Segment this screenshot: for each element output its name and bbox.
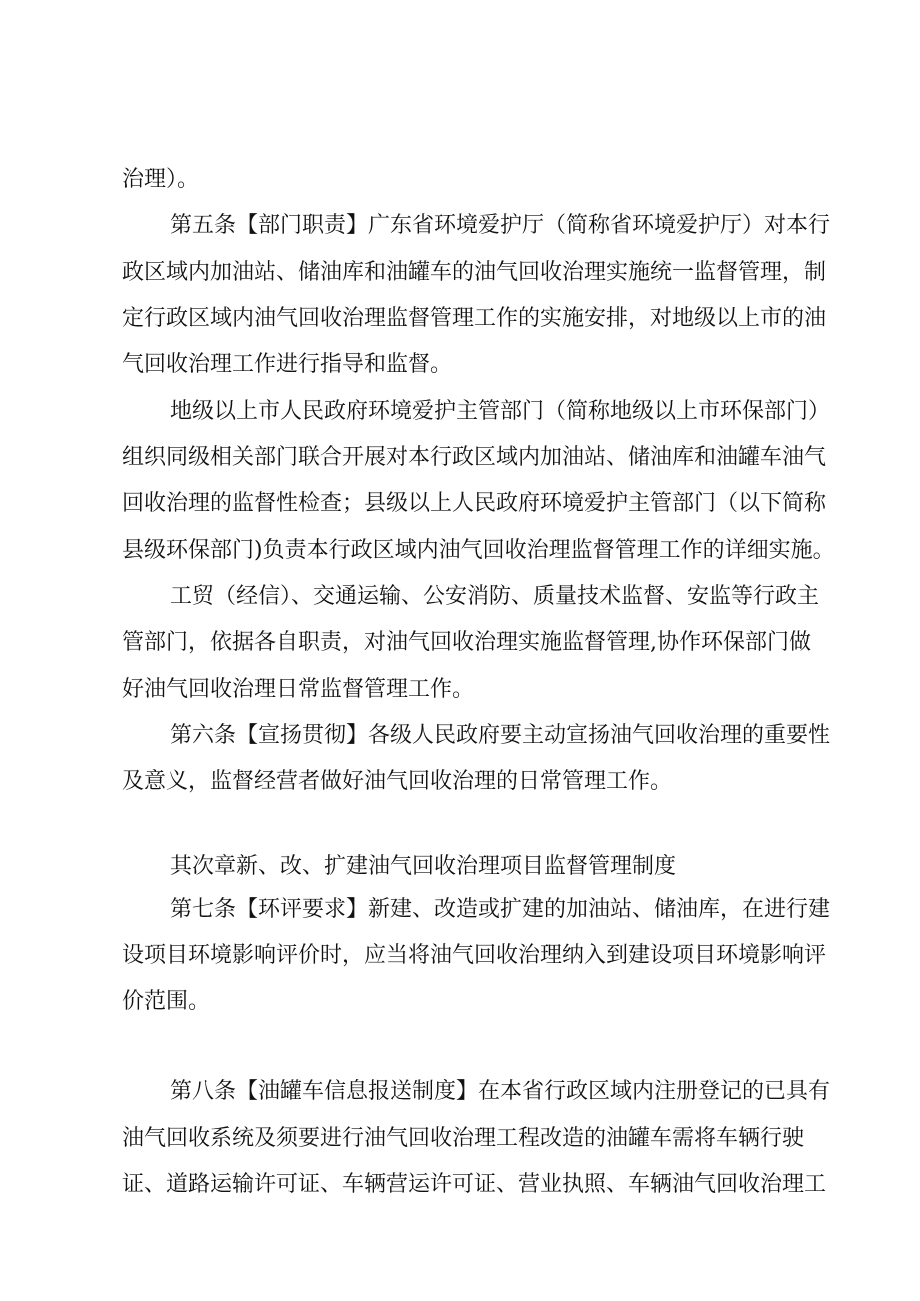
text-line: 工贸（经信）、交通运输、公安消防、质量技术监督、安监等行政主: [170, 584, 820, 609]
text-line: 定行政区域内油气回收治理监督管理工作的实施安排，对地级以上市的油: [122, 306, 827, 331]
text-line: 及意义，监督经营者做好油气回收治理的日常管理工作。: [122, 769, 673, 794]
text-line: 第七条【环评要求】新建、改造或扩建的加油站、储油库，在进行建: [170, 897, 831, 922]
text-line: 气回收治理工作进行指导和监督。: [122, 352, 453, 377]
text-line: 第五条【部门职责】广东省环境爱护厅（简称省环境爱护厅）对本行: [170, 213, 831, 238]
text-line: 管部门，依据各自职责，对油气回收治理实施监督管理,协作环保部门做: [122, 630, 811, 655]
text-line: 县级环保部门)负责本行政区域内油气回收治理监督管理工作的详细实施。: [122, 538, 835, 563]
text-line: 地级以上市人民政府环境爱护主管部门（简称地级以上市环保部门）: [170, 399, 831, 424]
text-line: 证、道路运输许可证、车辆营运许可证、营业执照、车辆油气回收治理工: [122, 1172, 827, 1197]
text-line: 组织同级相关部门联合开展对本行政区域内加油站、储油库和油罐车油气: [122, 445, 827, 470]
text-line: 设项目环境影响评价时，应当将油气回收治理纳入到建设项目环境影响评: [122, 943, 827, 968]
text-line: 油气回收系统及须要进行油气回收治理工程改造的油罐车需将车辆行驶: [122, 1126, 805, 1151]
text-line: 价范围。: [122, 989, 211, 1014]
text-line: 第八条【油罐车信息报送制度】在本省行政区域内注册登记的已具有: [170, 1079, 831, 1104]
chapter-heading: 其次章新、改、扩建油气回收治理项目监督管理制度: [170, 854, 677, 879]
text-line: 治理）。: [122, 167, 200, 192]
text-line: 第六条【宣扬贯彻】各级人民政府要主动宣扬油气回收治理的重要性: [170, 723, 831, 748]
text-line: 政区域内加油站、储油库和油罐车的油气回收治理实施统一监督管理，制: [122, 260, 827, 285]
text-line: 回收治理的监督性检查；县级以上人民政府环境爱护主管部门（以下简称: [122, 491, 827, 516]
text-line: 好油气回收治理日常监督管理工作。: [122, 677, 475, 702]
